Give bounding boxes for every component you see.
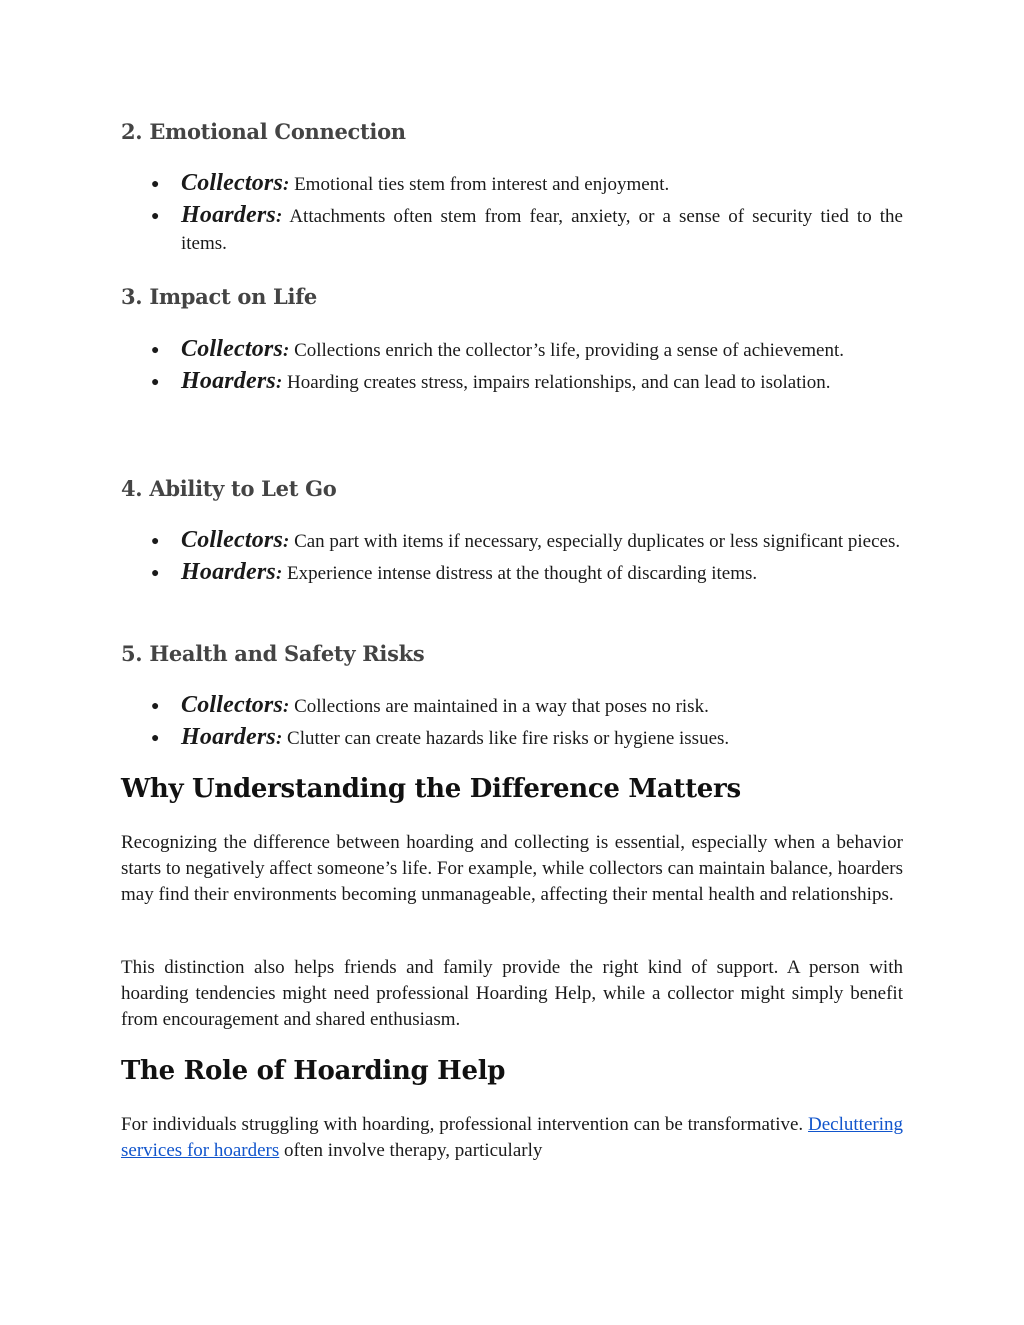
paragraph: This distinction also helps friends and family provide the right kind of support. A person with hoarding tendencies might need professional Hoarding Help, while a collector might simply benefit from encouragement and shared enthusiasm. <box>121 957 903 1030</box>
bullet-icon: ● <box>151 343 160 358</box>
section-heading-impact-on-life: 3. Impact on Life <box>121 284 317 309</box>
bullet-list <box>121 692 903 752</box>
term-collectors: Collectors <box>181 692 283 718</box>
paragraph: Recognizing the difference between hoarding and collecting is essential, especially when a behavior starts to negatively affect someone’s life. For example, while collectors can maintain balance, hoarders may find their environments becoming unmanageable, affecting their mental health and relationships. <box>121 832 903 905</box>
list-item: ● Hoarders: Attachments often stem from fear, anxiety, or a sense of security tied to the items. <box>151 202 903 254</box>
bullet-list <box>121 170 903 257</box>
bullet-list <box>121 336 903 396</box>
decluttering-services-link[interactable]: Decluttering services for hoarders <box>121 1114 903 1161</box>
term-collectors: Collectors <box>181 170 283 196</box>
bullet-icon: ● <box>151 209 160 224</box>
item-text: Clutter can create hazards like fire risks or hygiene issues. <box>287 728 730 749</box>
list-item: ● Collectors: Collections are maintained in a way that poses no risk. <box>121 692 903 720</box>
heading-role-of-hoarding-help: The Role of Hoarding Help <box>121 1056 506 1086</box>
bullet-icon: ● <box>151 177 160 192</box>
list-item: ● Hoarders: Experience intense distress at the thought of discarding items. <box>121 559 903 587</box>
term-collectors: Collectors <box>181 336 283 362</box>
item-text: Emotional ties stem from interest and enjoyment. <box>294 174 670 195</box>
term-hoarders: Hoarders <box>181 202 276 228</box>
item-text: Can part with items if necessary, especially duplicates or less significant pieces. <box>294 531 901 552</box>
term-hoarders: Hoarders <box>181 724 276 750</box>
list-item: ● Collectors: Can part with items if necessary, especially duplicates or less significant pieces. <box>121 527 903 555</box>
section-heading-ability-to-let-go: 4. Ability to Let Go <box>121 476 337 501</box>
section-heading-emotional-connection: 2. Emotional Connection <box>121 119 406 144</box>
section-heading-health-and-safety-risks: 5. Health and Safety Risks <box>121 641 425 666</box>
paragraph: For individuals struggling with hoarding, professional intervention can be transformative. Decluttering services for hoarders often involve therapy, particularly <box>121 1114 903 1161</box>
item-text: Hoarding creates stress, impairs relationships, and can lead to isolation. <box>287 372 831 393</box>
item-text: Collections enrich the collector’s life, providing a sense of achievement. <box>294 340 845 361</box>
list-item: ● Hoarders: Hoarding creates stress, impairs relationships, and can lead to isolation. <box>121 368 903 396</box>
item-text: Experience intense distress at the thought of discarding items. <box>287 563 758 584</box>
heading-why-understanding: Why Understanding the Difference Matters <box>121 774 741 804</box>
bullet-icon: ● <box>151 375 160 390</box>
term-hoarders: Hoarders <box>181 368 276 394</box>
bullet-icon: ● <box>151 566 160 581</box>
list-item: ● Hoarders: Clutter can create hazards like fire risks or hygiene issues. <box>121 724 903 752</box>
item-text: Attachments often stem from fear, anxiety, or a sense of security tied to the items. <box>181 206 903 254</box>
bullet-list <box>121 527 903 587</box>
bullet-icon: ● <box>151 534 160 549</box>
term-hoarders: Hoarders <box>181 559 276 585</box>
bullet-icon: ● <box>151 731 160 746</box>
list-item: ● Collectors: Collections enrich the collector’s life, providing a sense of achievement. <box>121 336 903 364</box>
list-item: ● Collectors: Emotional ties stem from interest and enjoyment. <box>121 170 903 198</box>
item-text: Collections are maintained in a way that poses no risk. <box>294 696 709 717</box>
bullet-icon: ● <box>151 699 160 714</box>
term-collectors: Collectors <box>181 527 283 553</box>
